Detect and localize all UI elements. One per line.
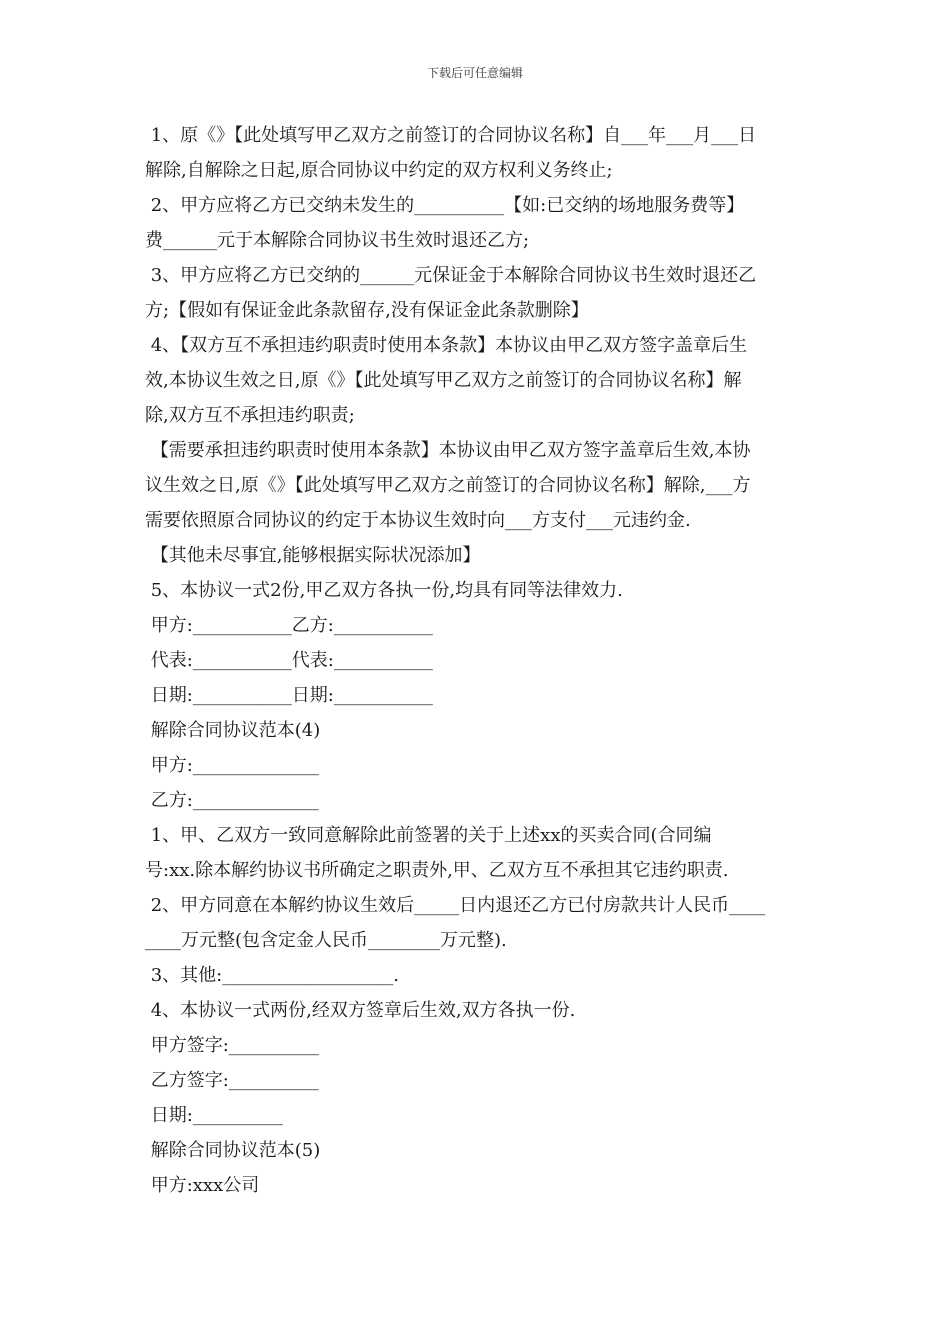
- signature-line: 甲方:___________乙方:___________: [145, 615, 433, 636]
- paragraph-line: 除,双方互不承担违约职责;: [145, 405, 355, 426]
- page-header: 下载后可任意编辑: [426, 66, 523, 80]
- signature-line: 日期:___________日期:___________: [145, 685, 433, 706]
- signature-line: 甲方签字:__________: [145, 1035, 319, 1056]
- paragraph-line: 费______元于本解除合同协议书生效时退还乙方;: [145, 230, 530, 251]
- section-title: 解除合同协议范本(4): [145, 720, 321, 741]
- paragraph-line: 【需要承担违约职责时使用本条款】本协议由甲乙双方签字盖章后生效,本协: [145, 440, 751, 461]
- paragraph-line: 需要依照原合同协议的约定于本协议生效时向___方支付___元违约金.: [145, 510, 691, 531]
- paragraph-line: 【其他未尽事宜,能够根据实际状况添加】: [145, 545, 481, 566]
- paragraph-line: 3、甲方应将乙方已交纳的______元保证金于本解除合同协议书生效时退还乙: [145, 265, 757, 286]
- paragraph-line: 3、其他:___________________.: [145, 965, 399, 986]
- paragraph-line: 议生效之日,原《》【此处填写甲乙双方之前签订的合同协议名称】解除,___方: [145, 475, 751, 496]
- signature-line: 日期:__________: [145, 1105, 283, 1126]
- paragraph-line: 4、本协议一式两份,经双方签章后生效,双方各执一份.: [145, 1000, 576, 1021]
- party-line: 甲方:______________: [145, 755, 319, 776]
- paragraph-line: 方;【假如有保证金此条款留存,没有保证金此条款删除】: [145, 300, 589, 321]
- paragraph-line: ____万元整(包含定金人民币________万元整).: [145, 930, 507, 951]
- paragraph-line: 1、原《》【此处填写甲乙双方之前签订的合同协议名称】自___年___月___日: [145, 125, 757, 146]
- paragraph-line: 4、【双方互不承担违约职责时使用本条款】本协议由甲乙双方签字盖章后生: [145, 335, 748, 356]
- paragraph-line: 号:xx.除本解约协议书所确定之职责外,甲、乙双方互不承担其它违约职责.: [145, 860, 729, 881]
- document-body: [145, 118, 809, 1203]
- paragraph-line: 2、甲方应将乙方已交纳未发生的__________【如:已交纳的场地服务费等】: [145, 195, 745, 216]
- paragraph-line: 解除,自解除之日起,原合同协议中约定的双方权利义务终止;: [145, 160, 613, 181]
- paragraph-line: 5、本协议一式2份,甲乙双方各执一份,均具有同等法律效力.: [145, 580, 623, 601]
- paragraph-line: 2、甲方同意在本解约协议生效后_____日内退还乙方已付房款共计人民币____: [145, 895, 766, 916]
- party-line: 甲方:xxx公司: [145, 1175, 260, 1196]
- paragraph-line: 1、甲、乙双方一致同意解除此前签署的关于上述xx的买卖合同(合同编: [145, 825, 712, 846]
- signature-line: 乙方签字:__________: [145, 1070, 319, 1091]
- section-title: 解除合同协议范本(5): [145, 1140, 321, 1161]
- party-line: 乙方:______________: [145, 790, 319, 811]
- signature-line: 代表:___________代表:___________: [145, 650, 433, 671]
- paragraph-line: 效,本协议生效之日,原《》【此处填写甲乙双方之前签订的合同协议名称】解: [145, 370, 742, 391]
